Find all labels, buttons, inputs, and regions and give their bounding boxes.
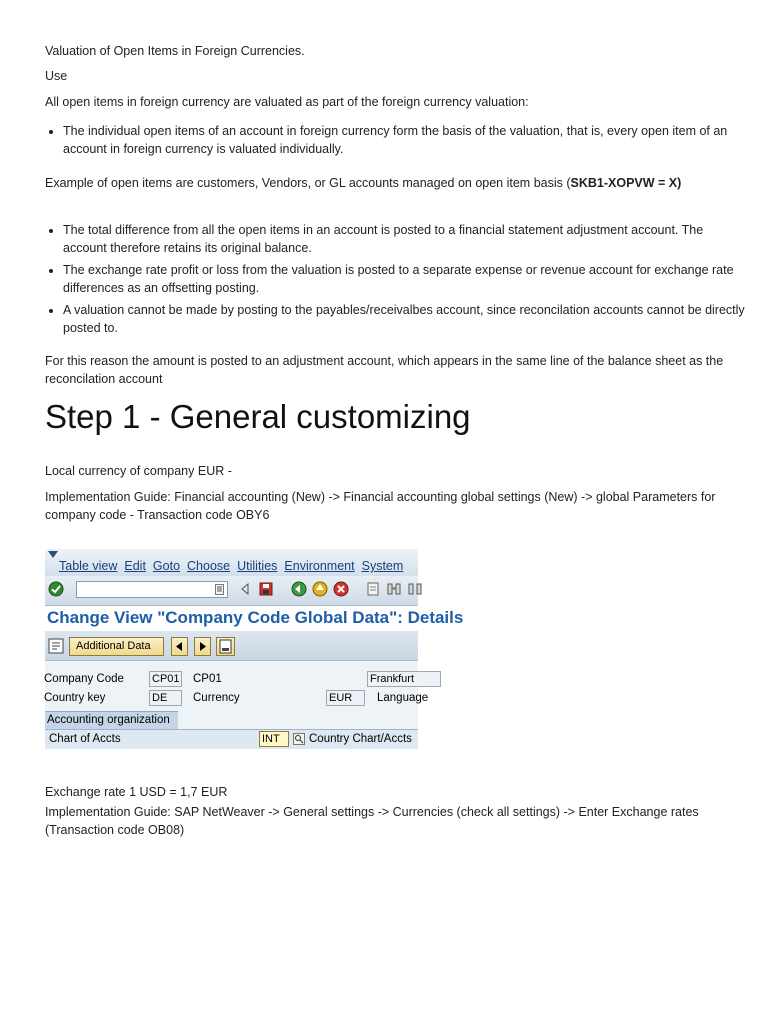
chart-of-accts-field[interactable]: INT [259,731,289,747]
find-icon[interactable] [386,581,402,597]
example-text: Example of open items are customers, Vendors, or GL accounts managed on open item basis ( [45,176,571,190]
country-key-field[interactable]: DE [149,690,182,706]
accounting-organization-tab[interactable] [45,711,178,730]
menu-environment[interactable]: Environment [284,559,355,573]
sap-menu-bar [45,549,418,576]
sap-screenshot [44,549,464,748]
list-item: • The exchange rate profit or loss from the valuation is posted to a separate expense or revenue account for exchange rate differences as an offsetting posting. [63,261,748,297]
menu-edit[interactable]: Edit [124,559,146,573]
currency-label: Currency [193,692,240,704]
previous-entry-button[interactable] [171,637,188,656]
list-item: • A valuation cannot be made by posting to the payables/receivalbes account, since reconcilation accounts cannot be directly posted to. [63,301,748,337]
doc-title-line: Valuation of Open Items in Foreign Currencies. [45,44,305,58]
currency-field[interactable]: EUR [326,690,365,706]
impl-guide-ob08: Implementation Guide: SAP NetWeaver -> General settings -> Currencies (check all settings) -> Enter Exchange rates (Transaction code OB08) [45,805,699,837]
company-code-field[interactable]: CP01 [149,671,182,687]
cancel-icon[interactable] [333,581,349,597]
additional-data-button[interactable] [69,637,164,656]
save-icon[interactable] [258,581,274,597]
search-help-icon[interactable] [293,733,305,745]
country-key-label: Country key [44,692,106,704]
screen-title: Change View "Company Code Global Data": Details [47,608,464,627]
menu-table-view[interactable]: Table view [59,559,118,573]
enter-check-icon[interactable] [48,581,64,597]
reason-paragraph: For this reason the amount is posted to an adjustment account, which appears in the same line of the balance sheet as the reconcilation account [45,354,724,386]
city-field[interactable]: Frankfurt [367,671,441,687]
application-toolbar [45,631,418,661]
system-menu-icon[interactable] [48,551,58,559]
document-icon [217,638,234,655]
change-display-icon[interactable] [48,638,64,654]
menu-choose[interactable]: Choose [187,559,231,573]
step-heading: Step 1 - General customizing [45,398,471,435]
company-name-text: CP01 [193,673,222,685]
next-entry-button[interactable] [194,637,211,656]
print-icon[interactable] [365,581,381,597]
use-heading: Use [45,69,68,83]
example-paragraph [45,174,730,192]
local-currency-line: Local currency of company EUR - [45,464,232,478]
exchange-rate-line: Exchange rate 1 USD = 1,7 EUR [45,785,228,799]
command-field[interactable] [76,581,228,598]
list-item: • The individual open items of an account in foreign currency form the basis of the valuation, that is, every open item of an account in foreign currency is valuated individually. [63,122,748,158]
language-label: Language [377,692,429,704]
chart-of-accts-label: Chart of Accts [49,733,121,745]
country-chart-label: Country Chart/Accts [309,733,412,745]
intro-paragraph: All open items in foreign currency are valuated as part of the foreign currency valuation: [45,95,529,109]
find-next-icon[interactable] [407,581,423,597]
screen-title-bar [45,606,464,631]
exit-icon[interactable] [312,581,328,597]
impl-guide-oby6: Implementation Guide: Financial accounting (New) -> Financial accounting global settings (New) -> global Parameters for company code - Transaction code OBY6 [45,490,716,522]
menu-utilities[interactable]: Utilities [237,559,278,573]
valuation-list [45,122,748,162]
list-item: • The total difference from all the open items in an account is posted to a financial statement adjustment account. The account therefore retains its original balance. [63,221,748,257]
print-list-button[interactable] [216,637,235,656]
group-tab-label: Accounting organization [47,714,170,726]
back-icon[interactable] [291,581,307,597]
menu-goto[interactable]: Goto [152,559,181,573]
sap-menu-items [59,559,410,573]
menu-system[interactable]: System [361,559,404,573]
posting-list [45,221,748,341]
company-code-label: Company Code [44,673,124,685]
dropdown-icon[interactable] [215,584,224,595]
company-code-form [44,661,429,748]
chart-of-accounts-row [45,729,418,749]
additional-data-label: Additional Data [76,640,151,652]
triangle-right-icon [195,638,210,655]
triangle-left-icon [172,638,187,655]
sap-standard-toolbar [45,576,418,606]
back-arrow-icon[interactable] [237,581,253,597]
example-field: SKB1-XOPVW = X) [570,176,682,190]
